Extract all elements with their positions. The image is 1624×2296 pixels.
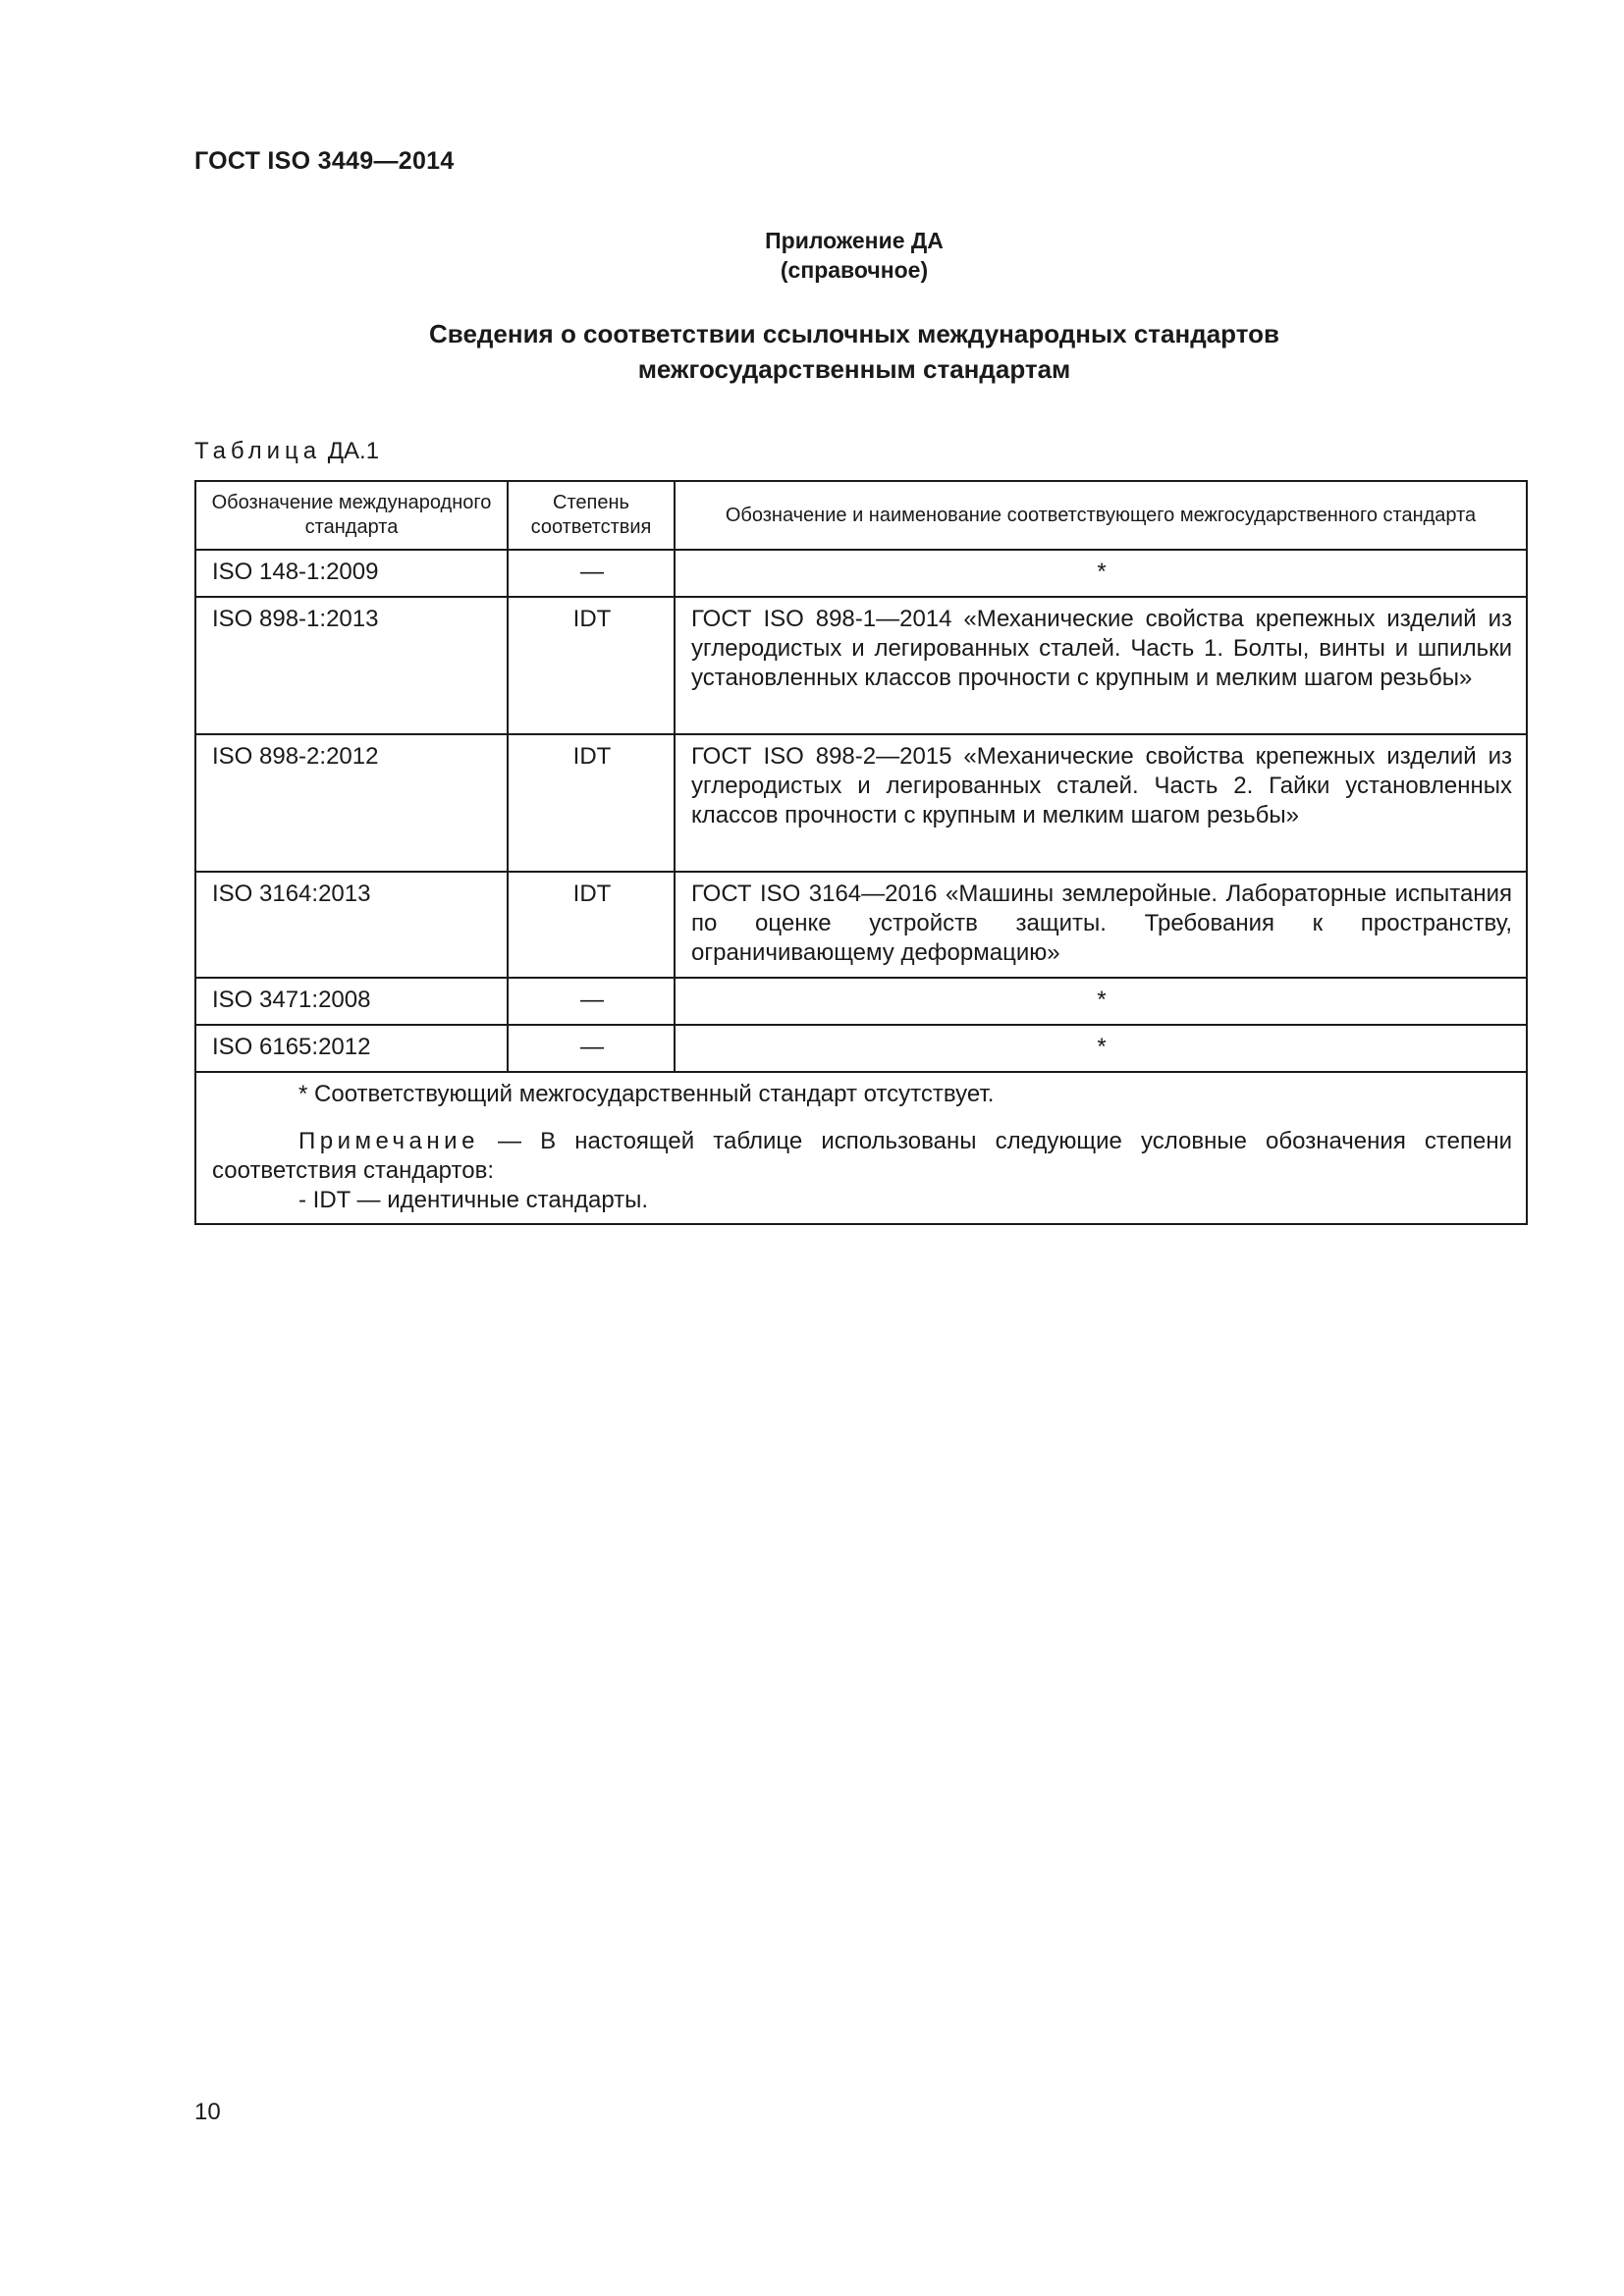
note-text: — В настоящей таблице использованы следующие условные обозначения степени соответствия стандартов:: [212, 1128, 1512, 1184]
table-note: [212, 1127, 1512, 1186]
cell-national-standard: *: [675, 978, 1527, 1025]
appendix-subtitle: (справочное): [780, 257, 929, 283]
section-title-line-1: Сведения о соответствии ссылочных международных стандартов: [429, 319, 1279, 348]
section-title: [0, 316, 1624, 387]
cell-degree: IDT: [508, 597, 675, 734]
table-notes-row: [195, 1072, 1527, 1224]
note-label: Примечание: [298, 1128, 479, 1154]
cell-intl-standard: ISO 148-1:2009: [195, 550, 508, 597]
header-national-standard: Обозначение и наименование соответствующего межгосударственного стандарта: [675, 481, 1527, 550]
page-number: 10: [194, 2099, 221, 2125]
cell-national-standard: ГОСТ ISO 3164—2016 «Машины землеройные. Лабораторные испытания по оценке устройств защиты. Требования к пространству, ограничивающему деформацию»: [675, 872, 1527, 978]
table-row: [195, 872, 1527, 978]
header-intl-standard: Обозначение международного стандарта: [195, 481, 508, 550]
table-row: [195, 597, 1527, 734]
table-row: [195, 734, 1527, 872]
cell-national-standard: ГОСТ ISO 898-1—2014 «Механические свойства крепежных изделий из углеродистых и легированных сталей. Часть 1. Болты, винты и шпильки установленных классов прочности с крупным и мелким шагом резьбы»: [675, 597, 1527, 734]
table-row: [195, 550, 1527, 597]
cell-national-standard: *: [675, 550, 1527, 597]
cell-intl-standard: ISO 898-1:2013: [195, 597, 508, 734]
cell-intl-standard: ISO 3471:2008: [195, 978, 508, 1025]
cell-degree: IDT: [508, 734, 675, 872]
header-degree: Степень соответствия: [508, 481, 675, 550]
document-code: ГОСТ ISO 3449—2014: [194, 147, 455, 175]
table-header-row: [195, 481, 1527, 550]
note-item: - IDT — идентичные стандарты.: [298, 1187, 649, 1213]
correspondence-table: [194, 480, 1528, 1225]
table-footnote: * Соответствующий межгосударственный стандарт отсутствует.: [298, 1081, 995, 1107]
table-row: [195, 1025, 1527, 1072]
table-caption-number: ДА.1: [327, 438, 380, 464]
appendix-title: Приложение ДА: [765, 228, 944, 253]
cell-degree: IDT: [508, 872, 675, 978]
cell-degree: —: [508, 1025, 675, 1072]
cell-intl-standard: ISO 6165:2012: [195, 1025, 508, 1072]
table-caption: [194, 438, 379, 465]
cell-national-standard: ГОСТ ISO 898-2—2015 «Механические свойства крепежных изделий из углеродистых и легированных сталей. Часть 2. Гайки установленных классов прочности с крупным и мелким шагом резьбы»: [675, 734, 1527, 872]
cell-intl-standard: ISO 3164:2013: [195, 872, 508, 978]
table-row: [195, 978, 1527, 1025]
table-caption-word: Таблица: [194, 438, 322, 464]
cell-national-standard: *: [675, 1025, 1527, 1072]
cell-degree: —: [508, 550, 675, 597]
cell-intl-standard: ISO 898-2:2012: [195, 734, 508, 872]
section-title-line-2: межгосударственным стандартам: [637, 354, 1071, 384]
table-notes: [195, 1072, 1527, 1224]
cell-degree: —: [508, 978, 675, 1025]
